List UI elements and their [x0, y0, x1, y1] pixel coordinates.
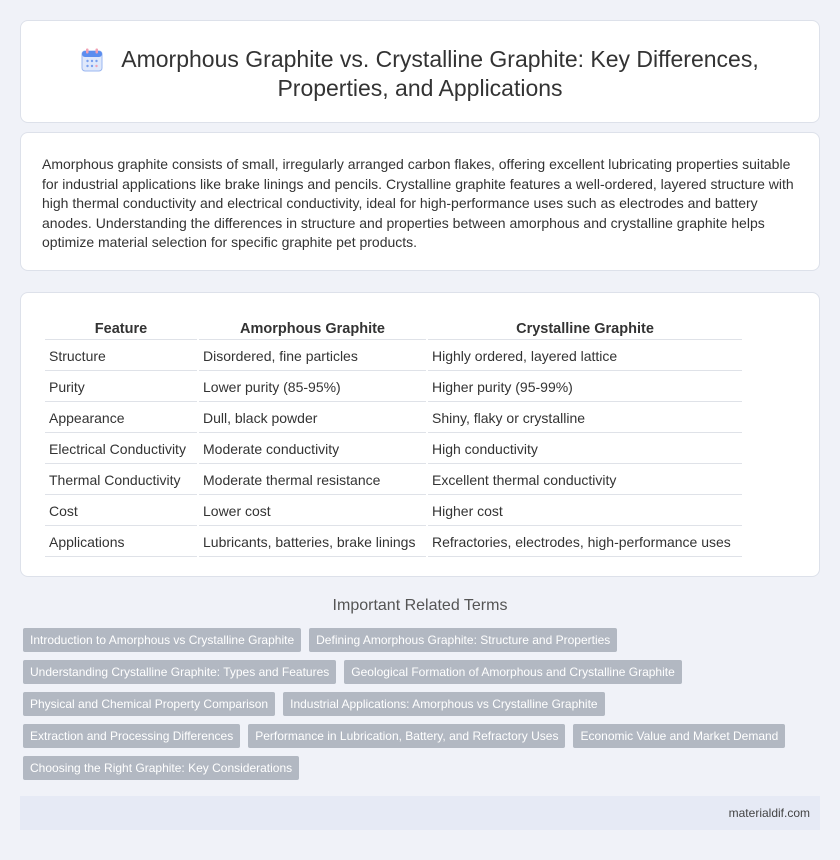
related-term-tag[interactable]: Economic Value and Market Demand [573, 724, 785, 748]
table-cell: Shiny, flaky or crystalline [428, 404, 742, 433]
title-line-2: Properties, and Applications [277, 75, 563, 101]
related-term-tag[interactable]: Geological Formation of Amorphous and Crystalline Graphite [344, 660, 682, 684]
table-cell: Electrical Conductivity [45, 435, 197, 464]
header-feature: Feature [45, 318, 197, 340]
footer [20, 796, 820, 830]
calendar-icon [81, 48, 103, 72]
table-cell: Moderate conductivity [199, 435, 426, 464]
comparison-table [43, 316, 744, 559]
table-cell: Higher purity (95-99%) [428, 373, 742, 402]
footer-site[interactable]: materialdif.com [728, 806, 810, 820]
related-term-tag[interactable]: Choosing the Right Graphite: Key Considerations [23, 756, 299, 780]
table-cell: Lower cost [199, 497, 426, 526]
intro-paragraph: Amorphous graphite consists of small, irregularly arranged carbon flakes, offering excellent lubricating properties suitable for industrial applications like brake linings and pencils. Crystalline graphite features a well-ordered, layered structure with high thermal conductivity and electrical conductivity, ideal for high-performance uses such as electrodes and battery anodes. Understanding the differences in structure and properties between amorphous and crystalline graphite helps optimize material selection for specific graphite pet products. [42, 156, 794, 251]
related-term-tag[interactable]: Extraction and Processing Differences [23, 724, 240, 748]
table-cell: Cost [45, 497, 197, 526]
related-term-tag[interactable]: Understanding Crystalline Graphite: Types and Features [23, 660, 336, 684]
header-amorphous: Amorphous Graphite [199, 318, 426, 340]
related-term-tag[interactable]: Performance in Lubrication, Battery, and Refractory Uses [248, 724, 565, 748]
table-cell: Higher cost [428, 497, 742, 526]
page-title-text [21, 45, 819, 103]
related-terms-title: Important Related Terms [332, 597, 508, 614]
table-cell: Structure [45, 342, 197, 371]
table-cell: Disordered, fine particles [199, 342, 426, 371]
intro-card [20, 132, 820, 271]
related-term-tag[interactable]: Introduction to Amorphous vs Crystalline Graphite [23, 628, 301, 652]
page-title [21, 45, 819, 103]
related-term-tag[interactable]: Physical and Chemical Property Comparison [23, 692, 275, 716]
table-cell: High conductivity [428, 435, 742, 464]
table-row [45, 497, 742, 526]
table-body [45, 342, 742, 557]
table-row [45, 466, 742, 495]
table-cell: Thermal Conductivity [45, 466, 197, 495]
table-cell: Dull, black powder [199, 404, 426, 433]
title-line-1 [21, 45, 819, 74]
table-cell: Lubricants, batteries, brake linings [199, 528, 426, 557]
table-cell: Highly ordered, layered lattice [428, 342, 742, 371]
table-header-row [45, 318, 742, 340]
header-crystalline: Crystalline Graphite [428, 318, 742, 340]
title-card [20, 20, 820, 123]
table-row [45, 404, 742, 433]
title-line-1-text: Amorphous Graphite vs. Crystalline Graphite: Key Differences, [121, 46, 759, 72]
related-terms-list [23, 628, 803, 780]
table-cell: Appearance [45, 404, 197, 433]
table-cell: Purity [45, 373, 197, 402]
table-row [45, 373, 742, 402]
table-cell: Refractories, electrodes, high-performance uses [428, 528, 742, 557]
comparison-card [20, 292, 820, 577]
table-cell: Excellent thermal conductivity [428, 466, 742, 495]
table-cell: Moderate thermal resistance [199, 466, 426, 495]
table-cell: Applications [45, 528, 197, 557]
related-term-tag[interactable]: Industrial Applications: Amorphous vs Crystalline Graphite [283, 692, 604, 716]
table-row [45, 342, 742, 371]
table-cell: Lower purity (85-95%) [199, 373, 426, 402]
table-row [45, 435, 742, 464]
related-term-tag[interactable]: Defining Amorphous Graphite: Structure and Properties [309, 628, 617, 652]
table-row [45, 528, 742, 557]
